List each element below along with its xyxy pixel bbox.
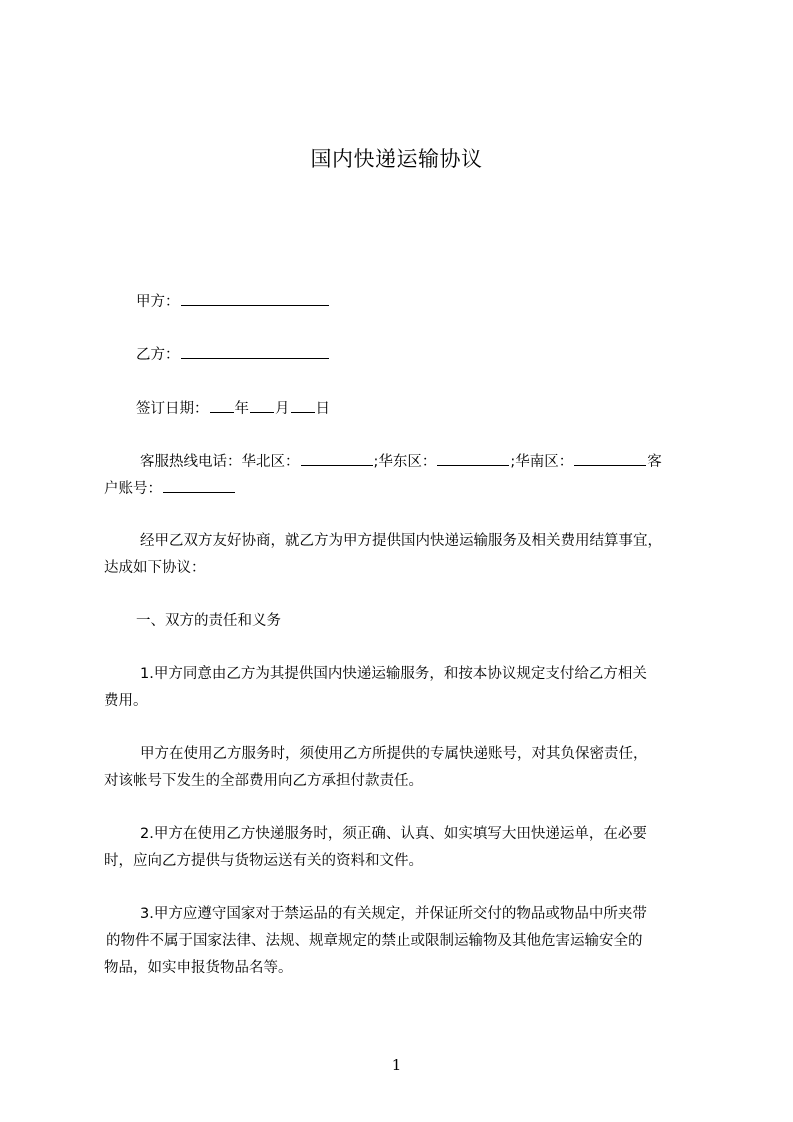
party-b-line [136,344,330,365]
sign-date-line [136,398,330,419]
account-blank [163,478,235,493]
party-b-blank [181,344,329,359]
account-label: 户账号： [104,481,162,497]
clause-3-line-1: 3.甲方应遵守国家对于禁运品的有关规定，并保证所交付的物品或物品中所夹带 [140,906,647,922]
clause-3-line-2: 的物件不属于国家法律、法规、规章规定的禁止或限制运输物及其他危害运输安全的 [106,933,643,949]
account-line [104,478,236,499]
clause-1b-line-2: 对该帐号下发生的全部费用向乙方承担付款责任。 [104,773,423,789]
intro-line-1: 经甲乙双方友好协商，就乙方为甲方提供国内快递运输服务及相关费用结算事宜， [140,533,662,549]
party-a-line [136,291,330,312]
clause-1-line-2: 费用。 [104,693,148,709]
document-title: 国内快递运输协议 [310,147,483,171]
east-blank [437,451,509,466]
party-a-blank [181,291,329,306]
hotline-south: ;华南区： [510,454,574,470]
sign-date-label: 签订日期： [136,401,209,417]
clause-2-line-1: 2.甲方在使用乙方快递服务时，须正确、认真、如实填写大田快递运单，在必要 [140,826,647,842]
party-b-label: 乙方： [136,347,180,363]
south-blank [574,451,646,466]
hotline-north: 华北区： [241,454,300,470]
section-1-heading: 一、双方的责任和义务 [136,613,281,629]
hotline-tail: 客 [647,454,662,470]
clause-2-line-2: 时，应向乙方提供与货物运送有关的资料和文件。 [104,853,423,869]
day-blank [291,398,315,413]
hotline-line [140,451,662,472]
clause-3-line-3: 物品，如实申报货物品名等。 [104,960,293,976]
year-blank [210,398,234,413]
intro-line-2: 达成如下协议： [104,560,206,576]
hotline-label: 客服热线电话： [140,454,242,470]
clause-1-line-1: 1.甲方同意由乙方为其提供国内快递运输服务，和按本协议规定支付给乙方相关 [140,666,647,682]
north-blank [301,451,373,466]
clause-1b-line-1: 甲方在使用乙方服务时，须使用乙方所提供的专属快递账号，对其负保密责任， [140,746,648,762]
page-number: 1 [391,1056,402,1074]
year-unit: 年 [234,401,249,417]
hotline-east: ;华东区： [373,454,437,470]
day-unit: 日 [315,401,330,417]
party-a-label: 甲方： [136,294,180,310]
month-unit: 月 [275,401,290,417]
month-blank [250,398,274,413]
